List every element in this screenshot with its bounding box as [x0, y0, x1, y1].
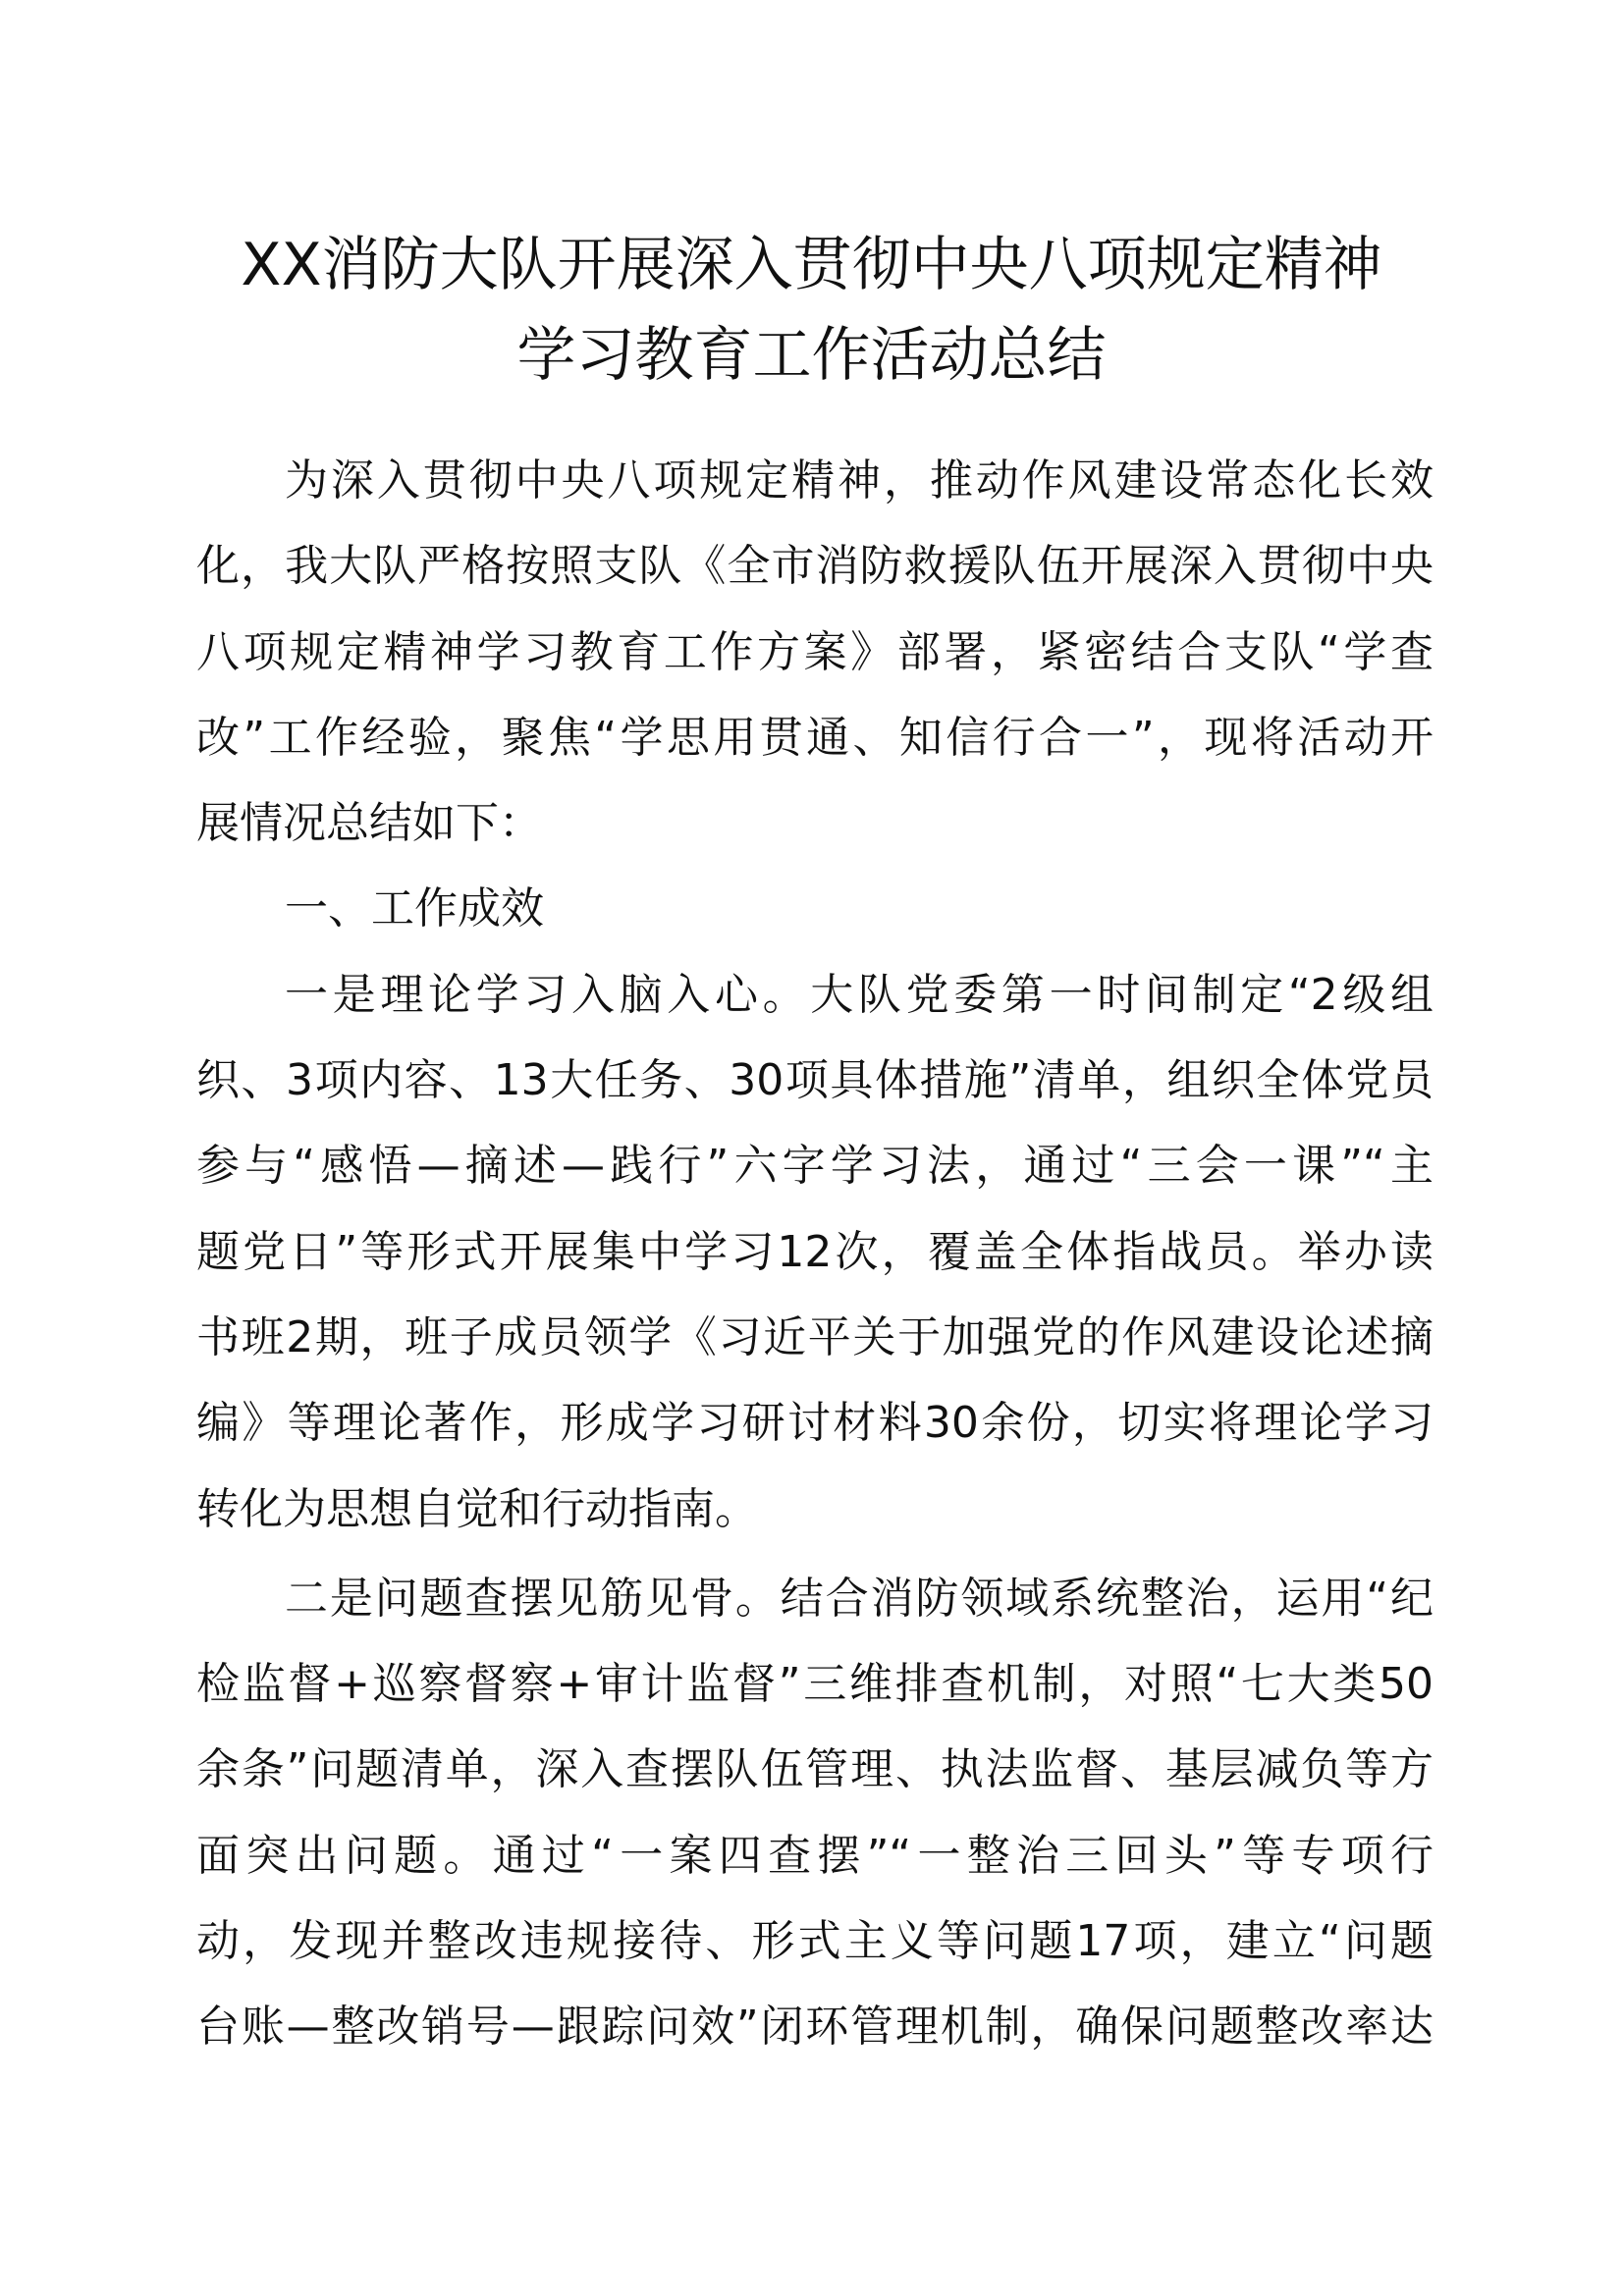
text-line: 转化为思想自觉和行动指南。	[196, 1483, 758, 1534]
text-line: 余条”问题清单，深入查摆队伍管理、执法监督、基层减负等方	[196, 1744, 1434, 1795]
text-line: 参与“感悟—摘述—践行”六字学习法，通过“三会一课”“主	[196, 1141, 1434, 1192]
paragraph	[196, 952, 1434, 1552]
text-line: 一、工作成效	[285, 883, 544, 934]
text-line: 面突出问题。通过“一案四查摆”“一整治三回头”等专项行	[196, 1830, 1434, 1881]
paragraph	[196, 438, 1434, 866]
text-line: 台账—整改销号—跟踪问效”闭环管理机制，确保问题整改率达	[196, 2002, 1434, 2053]
text-line: 织、3项内容、13大任务、30项具体措施”清单，组织全体党员	[196, 1055, 1434, 1106]
text-line: 八项规定精神学习教育工作方案》部署，紧密结合支队“学查	[196, 626, 1434, 677]
text-line: 题党日”等形式开展集中学习12次，覆盖全体指战员。举办读	[196, 1226, 1434, 1277]
section-heading	[196, 866, 1434, 951]
text-line: 动，发现并整改违规接待、形式主义等问题17项，建立“问题	[196, 1916, 1434, 1967]
text-line: 书班2期，班子成员领学《习近平关于加强党的作风建设论述摘	[196, 1311, 1434, 1362]
text-line: 二是问题查摆见筋见骨。结合消防领域系统整治，运用“纪	[285, 1573, 1434, 1624]
paragraph	[196, 1556, 1434, 2070]
document-title-line-1: XX消防大队开展深入贯彻中央八项规定精神	[241, 231, 1382, 299]
document-body	[196, 438, 1434, 2070]
document-title-line-2: 学习教育工作活动总结	[516, 321, 1107, 390]
text-line: 一是理论学习入脑入心。大队党委第一时间制定“2级组	[285, 969, 1434, 1020]
text-line: 改”工作经验，聚焦“学思用贯通、知信行合一”，现将活动开	[196, 712, 1434, 763]
text-line: 为深入贯彻中央八项规定精神，推动作风建设常态化长效	[285, 455, 1434, 506]
text-line: 检监督+巡察督察+审计监督”三维排查机制，对照“七大类50	[196, 1659, 1434, 1710]
text-line: 编》等理论著作，形成学习研讨材料30余份，切实将理论学习	[196, 1398, 1434, 1449]
text-line: 展情况总结如下：	[196, 798, 542, 849]
text-line: 化，我大队严格按照支队《全市消防救援队伍开展深入贯彻中央	[196, 541, 1434, 592]
